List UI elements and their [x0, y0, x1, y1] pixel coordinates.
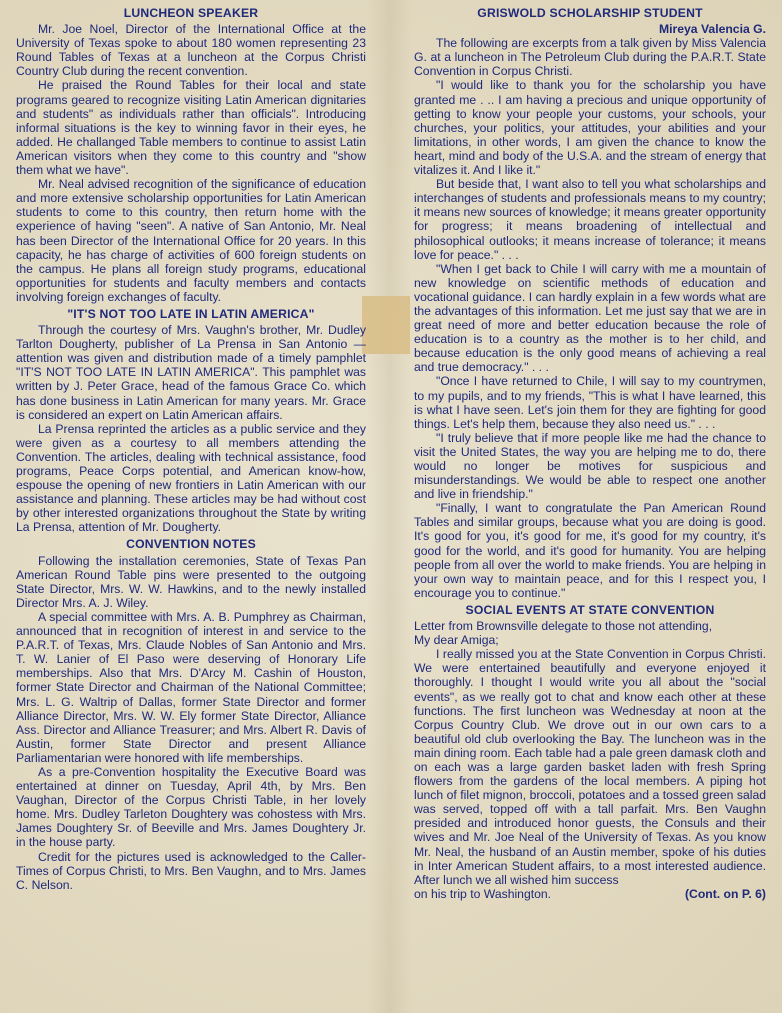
social-events-heading: SOCIAL EVENTS AT STATE CONVENTION: [465, 602, 715, 617]
left-column: [16, 6, 366, 892]
right-column: [414, 6, 766, 901]
social-last-line: on his trip to Washington.: [414, 886, 552, 901]
griswold-paragraph: "I would like to thank you for the scholarship you have granted me . .. I am having a precious and unique opportunity of getting to know your people your customs, your schools, your churches, your politics, your attitudes, your abilities and your limitations, in other words, I am given the chance to know the heart, mind and body of the U.S.A. and the stream of energy that vitalizes it. And I like it.": [414, 78, 766, 178]
convention-paragraph: A special committee with Mrs. A. B. Pumphrey as Chairman, announced that in recognition of interest in and service to the P.A.R.T. of Texas, Mrs. Claude Nobles of San Antonio and Mrs. T. W. Lanier of El Paso were deserving of Honorary Life memberships. Also that Mrs. D'Arcy M. Cashin of Houston, former State Director and Chairman of the National Committee; Mrs. L. G. Waltrip of Dallas, former State Director and former Alliance Director, Mrs. W. W. Ely former State Director, Alliance Ass. Director and Alliance Treasurer; and Mrs. Albert R. Davis of Austin, former State Director and present Alliance Parliamentarian were honored with life memberships.: [16, 609, 366, 765]
page-fold: [368, 0, 412, 1013]
griswold-byline: Mireya Valencia G.: [658, 22, 766, 37]
luncheon-paragraph: Mr. Neal advised recognition of the significance of education and more extensive scholarship opportunities for Latin American students to come to this country, then return home with the experience of having "seen". A native of San Antonio, Mr. Neal has been Director of the International Office for 20 years. In this capacity, he has charge of activities of 600 foreign students on the campus. He plans all foreign study programs, educational opportunities for students and faculty members and contacts involving foreign exchanges of faculty.: [16, 177, 366, 304]
luncheon-speaker-heading: LUNCHEON SPEAKER: [123, 6, 259, 20]
luncheon-paragraph: He praised the Round Tables for their local and state programs geared to recognize visiting Latin American dignitaries and students" as individuals rather than officials". Introducing informal situations is the key to winning favor in their eyes, he added. He challanged Table members to continue to assist Latin American visitors when they come to this country and "show them what we have".: [16, 78, 366, 178]
continued-note: (Cont. on P. 6): [684, 886, 766, 901]
griswold-heading: GRISWOLD SCHOLARSHIP STUDENT: [477, 6, 703, 20]
convention-paragraph: As a pre-Convention hospitality the Executive Board was entertained at dinner on Tuesday, April 4th, by Mrs. Ben Vaughan, Director of the Corpus Christi Table, in her lovely home. Mrs. Dudley Tarleton Doughtery was cohostess with Mrs. James Doughtery Sr. of Beeville and Mrs. James Doughtery Jr. in the house party.: [16, 764, 366, 850]
social-body: I really missed you at the State Convention in Corpus Christi. We were entertained beautifully and everyone enjoyed it thoroughly. I thought I would write you all about the "social events", as we really got to chat and know each other at these functions. The first luncheon was Wednesday at noon at the Corpus Country Club. We drove out in our own cars to a beautiful old club overlooking the Bay. The luncheon was in the main dining room. Each table had a pale green damask cloth and on each was a large garden basket laden with fresh Spring flowers from the gardens of the local members. A piping hot lunch of filet mignon, broccoli, potatoes and a tossed green salad was served, topped off with a tall parfait. Mrs. Ben Vaughn presided and introduced honor guests, the Consuls and their wives and Mr. Joe Neal of the University of Texas. As you know Mr. Neal, the husband of an Austin member, spoke of his duties in Inter American Student affairs, to a most interested audience. After lunch we all wished him success: [414, 647, 766, 887]
convention-notes-heading: CONVENTION NOTES: [126, 537, 256, 552]
griswold-paragraph: "Finally, I want to congratulate the Pan American Round Tables and similar groups, because what you are doing is good. It's good for you, it's good for me, it's good for my country, it's good for the world, and it's good for humanity. You are helping people from all over the world to make friends. You are helping in your own way to maintain peace, and for this I respect you, I encourage you to continue.": [414, 501, 766, 600]
griswold-paragraph: "I truly believe that if more people like me had the chance to visit the United States, the way you are helping me to do, there would no longer be motives for suspicious and misunderstandings. We would be able to respect one another and live in friendship.": [414, 430, 766, 502]
latin-america-paragraph: La Prensa reprinted the articles as a public service and they were given as a courtesy to all members attending the Convention. The articles, dealing with technical assistance, food programs, Peace Corps potential, and American know-how, espouse the opening of new frontiers in Latin American with our assistance and planning. These articles may be had without cost by other interested organizations throughout the State by writing La Prensa, attention of Mr. Dougherty.: [16, 421, 366, 535]
latin-america-paragraph: Through the courtesy of Mrs. Vaughn's brother, Mr. Dudley Tarlton Dougherty, publisher of La Prensa in San Antonio — attention was given and distribution made of a timely pamphlet "IT'S NOT TOO LATE IN LATIN AMERICA". This pamphlet was written by J. Peter Grace, head of the famous Grace Co. which has done business in Latin American for many years. Mr. Grace is considered an expert on Latin American affairs.: [16, 323, 366, 422]
convention-paragraph: Credit for the pictures used is acknowledged to the Caller-Times of Corpus Christi, to Mrs. Ben Vaughn, and to Mrs. James C. Nelson.: [16, 849, 366, 892]
griswold-paragraph: The following are excerpts from a talk given by Miss Valencia G. at a luncheon in The Petroleum Club during the P.A.R.T. State Convention in Corpus Christi.: [414, 36, 766, 79]
latin-america-heading: "IT'S NOT TOO LATE IN LATIN AMERICA": [67, 306, 315, 321]
convention-paragraph: Following the installation ceremonies, State of Texas Pan American Round Table pins were presented to the outgoing State Director, Mrs. W. W. Hawkins, and to the newly installed Director Mrs. A. J. Wiley.: [16, 553, 366, 610]
griswold-paragraph: But beside that, I want also to tell you what scholarships and interchanges of students and professionals means to my country; it means new sources of knowledge; it means greater opportunity for progress; it means broadening of intellectual and philosophical outlooks; it means increase of tolerance; it means love for peace." . . .: [414, 177, 766, 262]
griswold-paragraph: "Once I have returned to Chile, I will say to my countrymen, to my pupils, and to my friends, "This is what I have learned, this is what I have seen. Let's join them for they are fighting for good things. Let's help them, because they also need us." . . .: [414, 374, 766, 431]
tape-mark: [362, 296, 410, 354]
social-intro: Letter from Brownsville delegate to those not attending,: [414, 619, 713, 634]
social-salutation: My dear Amiga;: [414, 633, 499, 648]
griswold-paragraph: "When I get back to Chile I will carry with me a mountain of new knowledge on scientific methods of education and vocational guidance. I can hardly explain in a few words what are the advantages of this information. Let me just say that we are in great need of more and better education because the role of education is to a country as the mother is to her child, and because education is the only good means of achieving a real and true democracy." . . .: [414, 261, 766, 375]
luncheon-paragraph: Mr. Joe Noel, Director of the International Office at the University of Texas spoke to about 180 women representing 23 Round Tables of Texas at a luncheon at the Corpus Christi Country Club during the recent convention.: [16, 22, 366, 79]
social-closing-line: [414, 887, 766, 901]
